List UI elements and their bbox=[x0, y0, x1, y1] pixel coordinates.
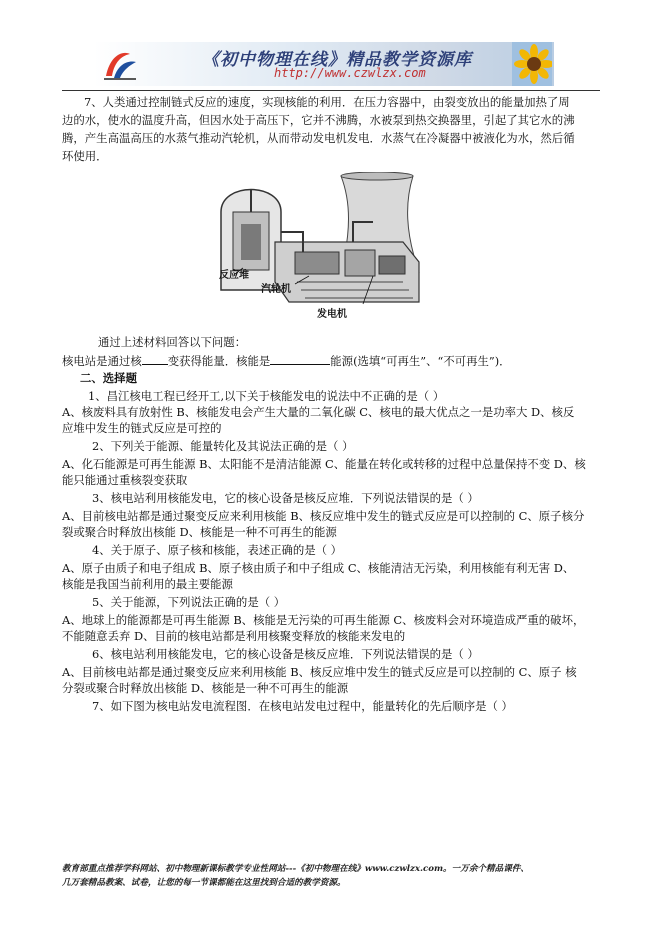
fill-text-2: 变获得能量．核能是 bbox=[167, 354, 271, 368]
figure-label-reactor: 反应堆 bbox=[219, 270, 249, 281]
header-banner bbox=[94, 42, 554, 86]
sunflower-icon bbox=[512, 42, 552, 86]
q6-options-1: A、目前核电站都是通过聚变反应来利用核能 B、核反应堆中发生的链式反应是可以控制的 C、原子 核 bbox=[62, 665, 577, 679]
nuclear-plant-figure bbox=[213, 172, 431, 330]
q6-options-2: 分裂或聚合时释放出核能 D、核能是一种不可再生的能源 bbox=[62, 681, 349, 695]
q2-options-1: A、化石能源是可再生能源 B、太阳能不是清洁能源 C、能量在转化或转移的过程中总量保持不变 D、核 bbox=[62, 457, 586, 471]
q7-stem: 7、如下图为核电站发电流程图．在核电站发电过程中，能量转化的先后顺序是（ ） bbox=[92, 699, 513, 713]
q4-options-1: A、原子由质子和电子组成 B、原子核由质子和中子组成 C、核能清洁无污染，利用核能有利无害 D、 bbox=[62, 561, 575, 575]
footer-line-1: 教育部重点推荐学科网站、初中物理新课标教学专业性网站---《初中物理在线》www.czwlzx.com。一万余个精品课件、 bbox=[62, 864, 529, 874]
fill-text-3: 能源(选填“可再生”、“不可再生”)． bbox=[330, 354, 511, 368]
banner-title: 《初中物理在线》精品教学资源库 bbox=[202, 50, 472, 70]
q4-options-2: 核能是我国当前利用的最主要能源 bbox=[62, 577, 233, 591]
q2-options-2: 能只能通过重核裂变获取 bbox=[62, 473, 188, 487]
banner-url[interactable]: http://www.czwlzx.com bbox=[274, 66, 426, 80]
figure-label-turbine: 汽轮机 bbox=[261, 284, 291, 295]
q4-stem: 4、关于原子、原子核和核能，表述正确的是（ ） bbox=[92, 543, 343, 557]
q1-options-1: A、核废料具有放射性 B、核能发电会产生大量的二氧化碳 C、核电的最大优点之一是功率大 D、核反 bbox=[62, 405, 575, 419]
intro-line-4: 环使用． bbox=[62, 149, 108, 163]
fill-text-1: 核电站是通过核 bbox=[62, 354, 142, 368]
answer-blank-1[interactable] bbox=[142, 352, 168, 365]
q5-stem: 5、关于能源，下列说法正确的是（ ） bbox=[92, 595, 286, 609]
q3-options-2: 裂或聚合时释放出核能 D、核能是一种不可再生的能源 bbox=[62, 525, 337, 539]
intro-line-2: 边的水，使水的温度升高，但因水处于高压下，它并不沸腾，水被泵到热交换器里，引起了其它水的沸 bbox=[62, 113, 575, 127]
intro-line-3: 腾，产生高温高压的水蒸气推动汽轮机，从而带动发电机发电．水蒸气在冷凝器中被液化为水，然后循 bbox=[62, 131, 575, 145]
q3-options-1: A、目前核电站都是通过聚变反应来利用核能 B、核反应堆中发生的链式反应是可以控制的 C、原子核分 bbox=[62, 509, 585, 523]
intro-line-1: 7、人类通过控制链式反应的速度，实现核能的利用．在压力容器中，由裂变放出的能量加热了周 bbox=[84, 95, 570, 109]
q5-options-1: A、地球上的能源都是可再生能源 B、核能是无污染的可再生能源 C、核废料会对环境造成严重的破坏， bbox=[62, 613, 585, 627]
section-title-choice: 二、选择题 bbox=[80, 371, 137, 385]
q1-options-2: 应堆中发生的链式反应是可控的 bbox=[62, 421, 222, 435]
q1-stem: 1、昌江核电工程已经开工,以下关于核能发电的说法中不正确的是（ ） bbox=[88, 389, 445, 403]
q2-stem: 2、下列关于能源、能量转化及其说法正确的是（ ） bbox=[92, 439, 354, 453]
q6-stem: 6、核电站利用核能发电，它的核心设备是核反应堆．下列说法错误的是（ ） bbox=[92, 647, 479, 661]
site-logo-icon bbox=[100, 46, 140, 82]
header-divider bbox=[62, 90, 600, 91]
question-prompt: 通过上述材料回答以下问题： bbox=[98, 335, 247, 349]
figure-label-generator: 发电机 bbox=[317, 309, 347, 320]
fill-in-question bbox=[62, 352, 511, 369]
answer-blank-2[interactable] bbox=[270, 352, 330, 365]
q5-options-2: 不能随意丢弃 D、目前的核电站都是利用核聚变释放的核能来发电的 bbox=[62, 629, 406, 643]
footer-line-2: 几万套精品教案、试卷，让您的每一节课都能在这里找到合适的教学资源。 bbox=[62, 878, 346, 888]
q3-stem: 3、核电站利用核能发电，它的核心设备是核反应堆．下列说法错误的是（ ） bbox=[92, 491, 479, 505]
